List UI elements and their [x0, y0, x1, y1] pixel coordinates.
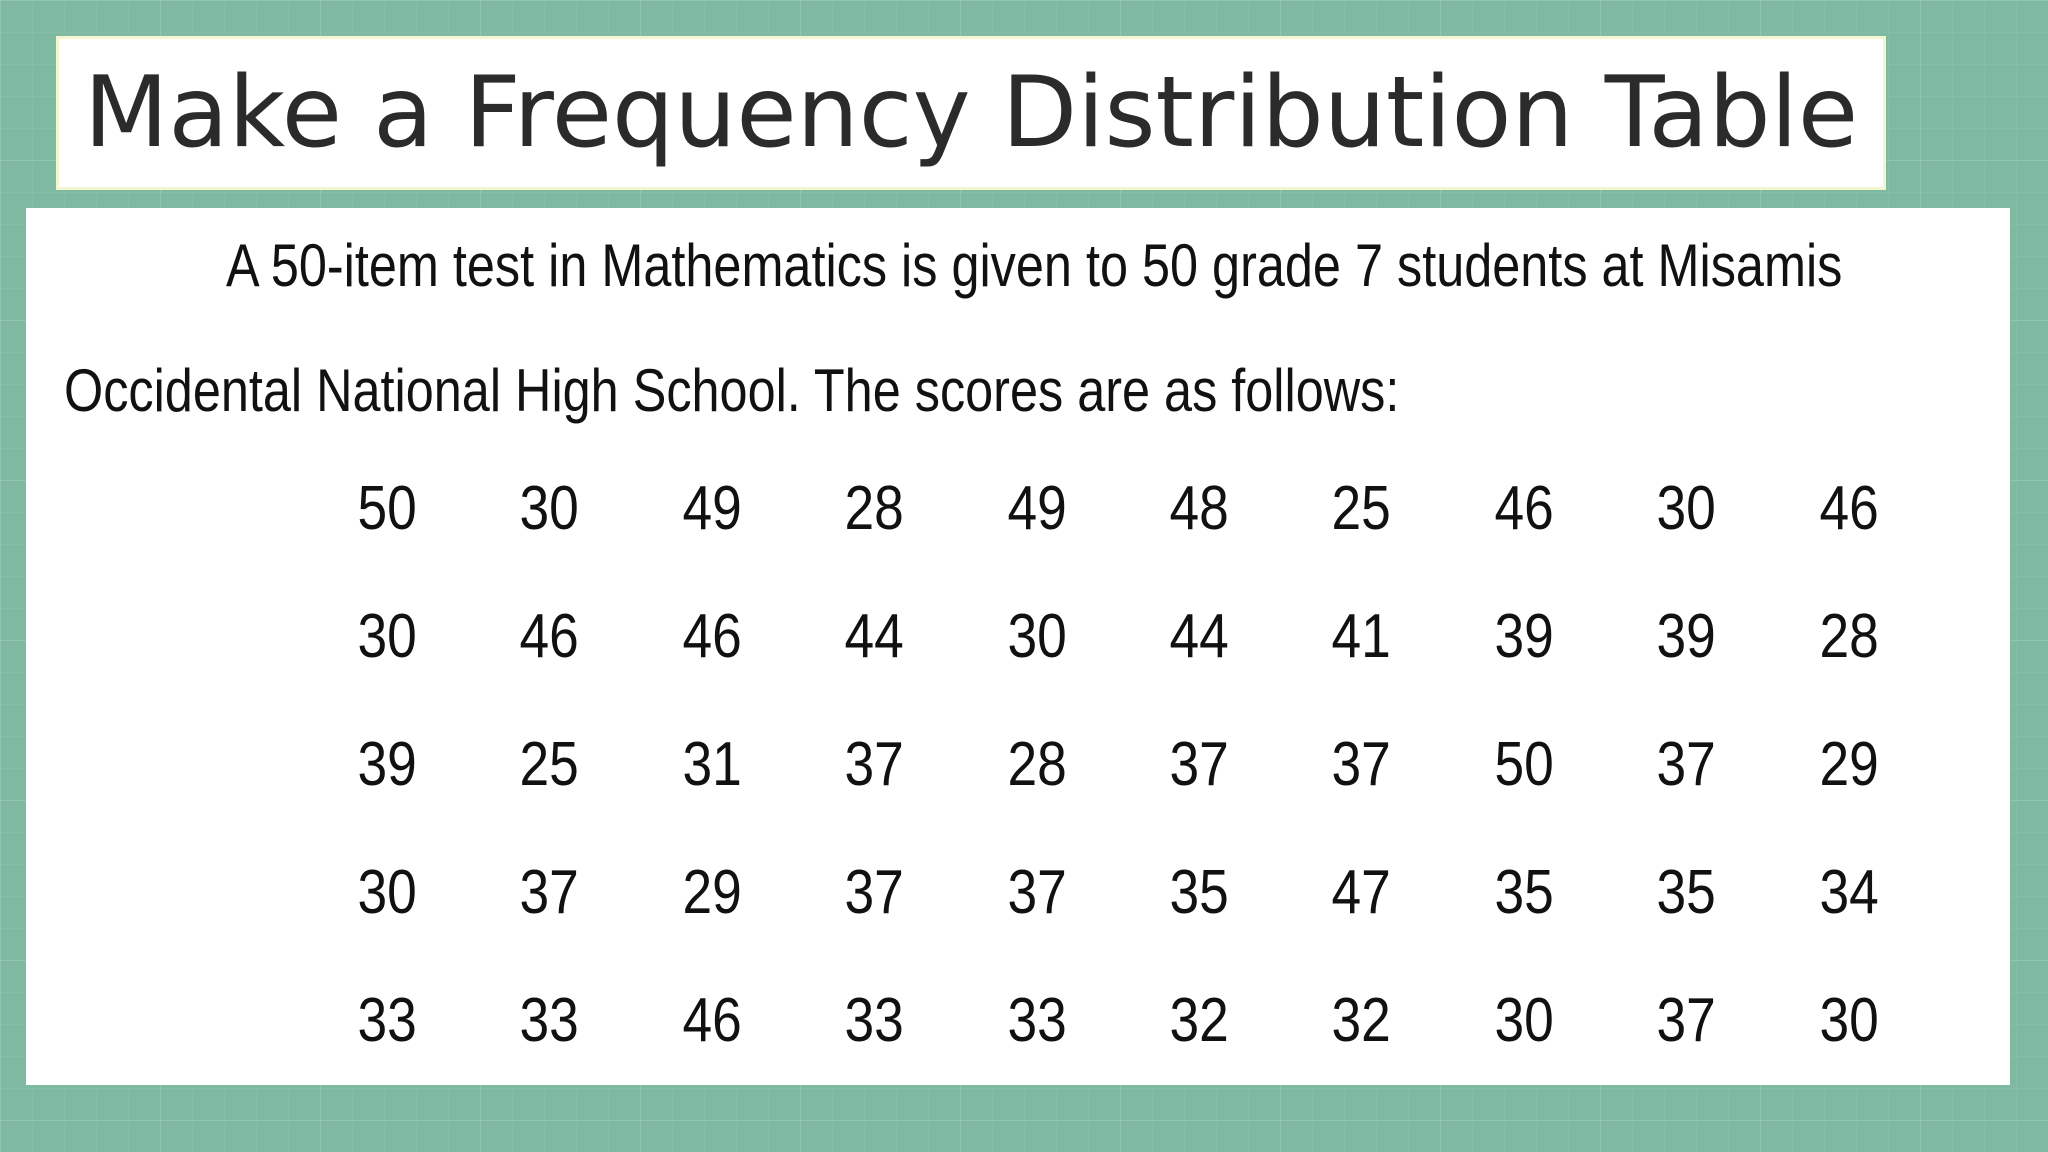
score-cell: 30	[1007, 602, 1067, 671]
score-cell: 30	[357, 858, 417, 927]
score-cell: 50	[1494, 730, 1554, 799]
score-cell: 37	[1656, 986, 1716, 1055]
slide-title: Make a Frequency Distribution Table	[83, 56, 1859, 170]
score-cell: 34	[1819, 858, 1879, 927]
score-cell: 37	[844, 730, 905, 799]
score-cell: 39	[1494, 602, 1554, 671]
score-cell: 33	[357, 986, 417, 1055]
score-cell: 46	[682, 602, 742, 671]
problem-text-line-2: Occidental National High School. The scores are as follows:	[64, 357, 1400, 424]
score-cell: 48	[1169, 474, 1229, 543]
score-cell: 44	[1169, 602, 1229, 671]
slide-title-box	[56, 36, 1886, 190]
score-cell: 30	[1819, 986, 1879, 1055]
score-cell: 32	[1169, 986, 1229, 1055]
score-cell: 37	[1169, 730, 1229, 799]
score-cell: 46	[682, 986, 742, 1055]
score-cell: 47	[1331, 858, 1392, 927]
score-cell: 41	[1331, 602, 1392, 671]
score-cell: 37	[844, 858, 905, 927]
score-cell: 29	[1819, 730, 1879, 799]
score-cell: 29	[682, 858, 742, 927]
score-cell: 25	[1331, 474, 1392, 543]
score-cell: 28	[1819, 602, 1879, 671]
score-cell: 35	[1169, 858, 1229, 927]
score-cell: 50	[357, 474, 417, 543]
score-cell: 37	[519, 858, 580, 927]
score-cell: 44	[844, 602, 905, 671]
score-cell: 37	[1656, 730, 1716, 799]
score-cell: 49	[682, 474, 742, 543]
score-cell: 30	[519, 474, 580, 543]
score-cell: 46	[519, 602, 580, 671]
problem-content-box	[26, 208, 2010, 1085]
score-cell: 37	[1007, 858, 1067, 927]
score-cell: 28	[844, 474, 905, 543]
score-cell: 30	[1494, 986, 1554, 1055]
score-cell: 30	[1656, 474, 1716, 543]
score-cell: 25	[519, 730, 580, 799]
score-cell: 28	[1007, 730, 1067, 799]
score-cell: 31	[682, 730, 742, 799]
score-cell: 39	[1656, 602, 1716, 671]
score-cell: 46	[1819, 474, 1879, 543]
problem-text-line-1: A 50-item test in Mathematics is given to 50 grade 7 students at Misamis	[226, 232, 1843, 299]
score-cell: 30	[357, 602, 417, 671]
score-cell: 32	[1331, 986, 1392, 1055]
score-cell: 33	[844, 986, 905, 1055]
score-cell: 33	[519, 986, 580, 1055]
score-cell: 35	[1656, 858, 1716, 927]
scores-grid	[306, 474, 1936, 1118]
score-cell: 46	[1494, 474, 1554, 543]
score-cell: 49	[1007, 474, 1067, 543]
score-cell: 39	[357, 730, 417, 799]
score-cell: 35	[1494, 858, 1554, 927]
score-cell: 37	[1331, 730, 1392, 799]
score-cell: 33	[1007, 986, 1067, 1055]
